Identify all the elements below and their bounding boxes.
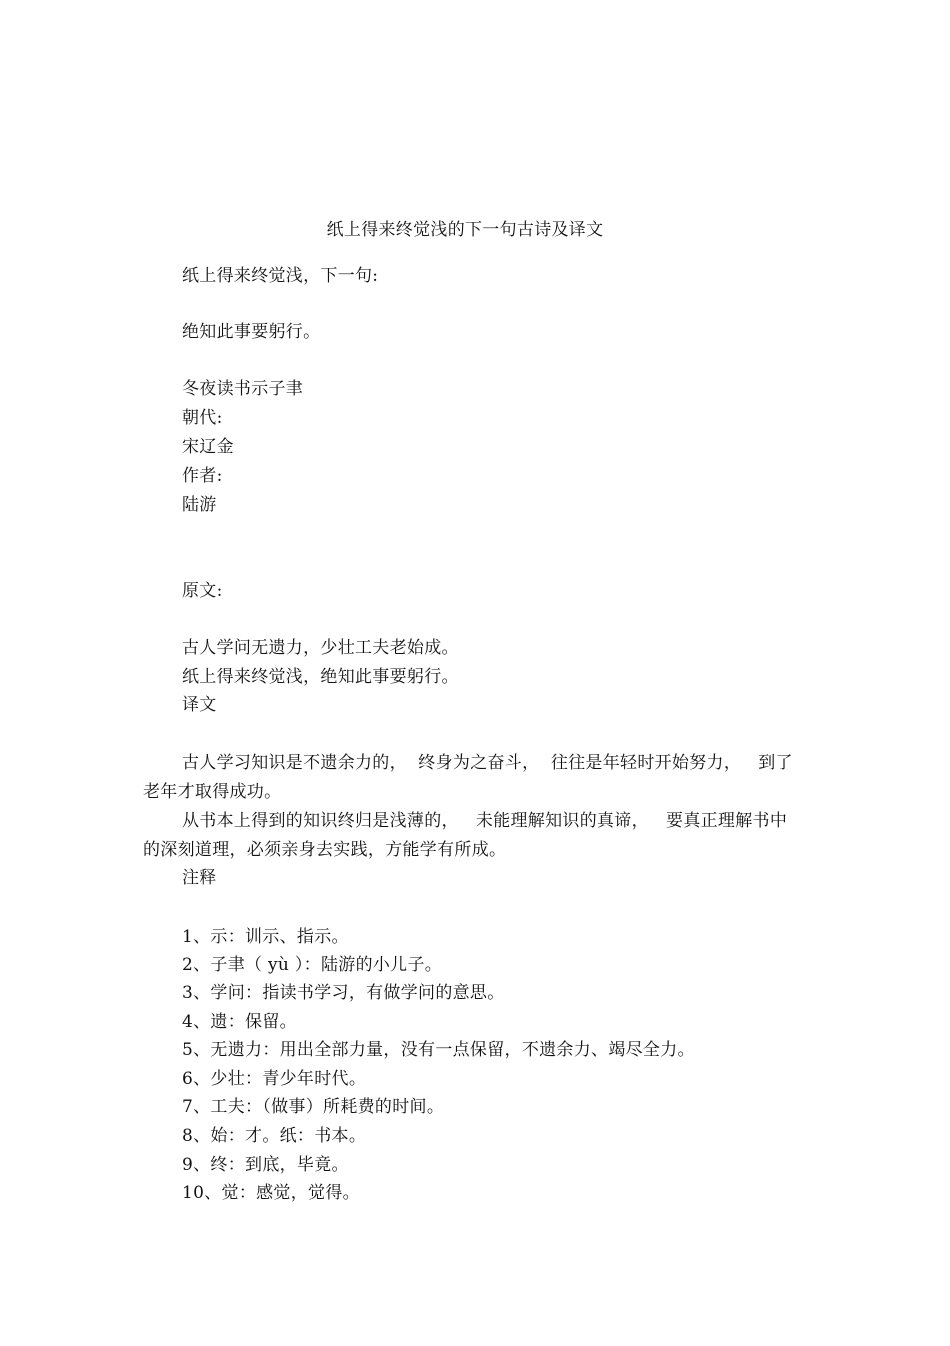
original-line: 纸上得来终觉浅，绝知此事要躬行。 <box>182 667 459 687</box>
translation-line: 老年才取得成功。 <box>143 782 282 802</box>
note-item: 3、学问：指读书学习，有做学问的意思。 <box>182 983 505 1003</box>
intro-line: 纸上得来终觉浅，下一句: <box>182 266 379 286</box>
translation-line: 古人学习知识是不遗余力的， 终身为之奋斗， 往往是年轻时开始努力， 到了 <box>182 753 793 773</box>
translation-line: 的深刻道理，必须亲身去实践，方能学有所成。 <box>143 840 507 860</box>
note-item: 6、少壮：青少年时代。 <box>182 1069 367 1089</box>
author-value: 陆游 <box>182 495 217 515</box>
note-item: 1、示：训示、指示。 <box>182 927 349 947</box>
answer-line: 绝知此事要躬行。 <box>182 322 321 342</box>
poem-title: 冬夜读书示子聿 <box>182 379 304 399</box>
note-item: 10、觉：感觉，觉得。 <box>182 1183 360 1203</box>
note-item: 7、工夫：（做事）所耗费的时间。 <box>182 1097 445 1117</box>
author-label: 作者: <box>182 466 223 486</box>
translation-line: 从书本上得到的知识终归是浅薄的， 未能理解知识的真谛， 要真正理解书中 <box>182 811 788 831</box>
note-item: 4、遗：保留。 <box>182 1012 297 1032</box>
notes-label: 注释 <box>182 868 217 888</box>
original-label: 原文: <box>182 581 223 601</box>
dynasty-label: 朝代: <box>182 408 223 428</box>
original-line: 古人学问无遗力，少壮工夫老始成。 <box>182 638 459 658</box>
note-item: 5、无遗力：用出全部力量，没有一点保留，不遗余力、竭尽全力。 <box>182 1040 695 1060</box>
note-item: 9、终：到底，毕竟。 <box>182 1155 349 1175</box>
note-item: 2、子聿（ yù ）：陆游的小儿子。 <box>182 955 443 975</box>
dynasty-value: 宋辽金 <box>182 437 234 457</box>
note-item: 8、始：才。纸：书本。 <box>182 1126 367 1146</box>
document-title: 纸上得来终觉浅的下一句古诗及译文 <box>326 220 604 240</box>
translation-label: 译文 <box>182 695 217 715</box>
